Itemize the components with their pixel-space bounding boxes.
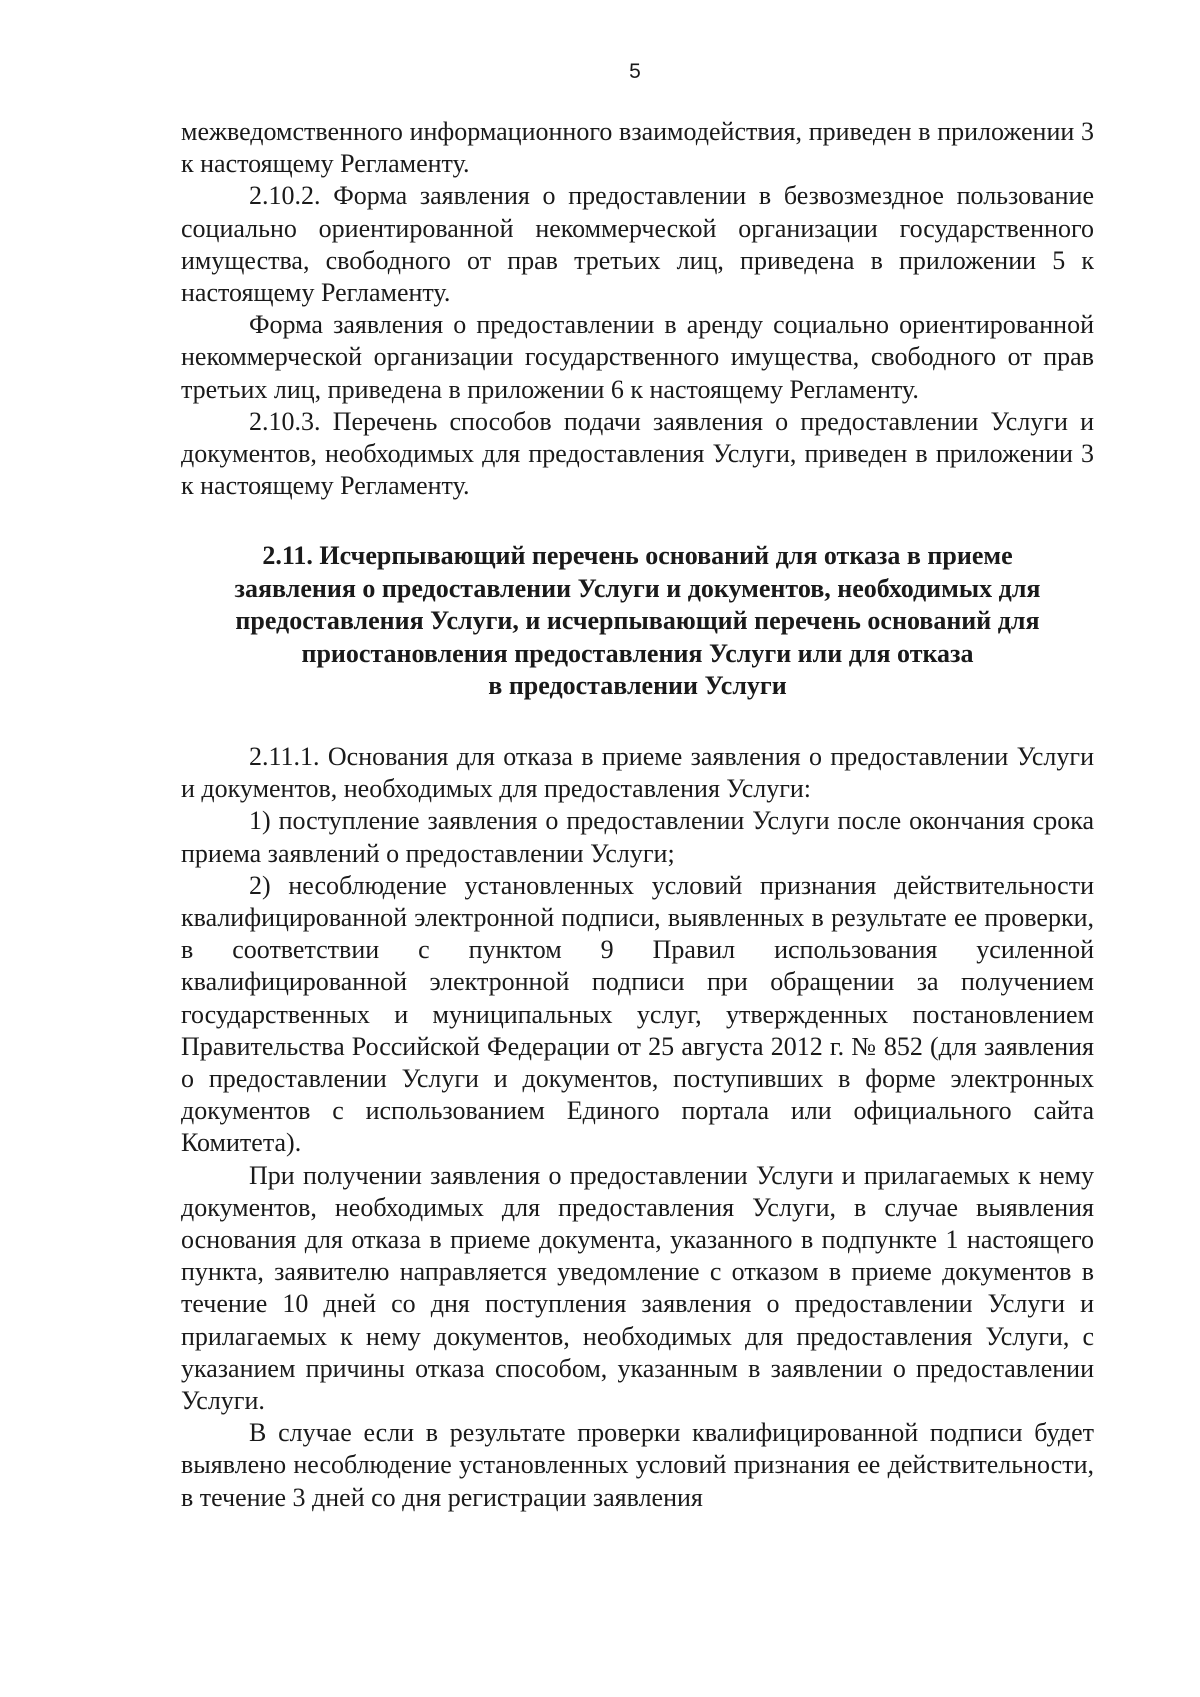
list-item: 2) несоблюдение установленных условий признания действительности квалифицированной электронной подписи, выявленных в результате ее проверки, в соответствии с пунктом 9 Правил использования усиленной квалифицированной электронной подписи при обращении за получением государственных и муниципальных услуг, утвержденных постановлением Правительства Российской Федерации от 25 августа 2012 г. № 852 (для заявления о предоставлении Услуги и документов, поступивших в форме электронных документов с использованием Единого портала или официального сайта Комитета).: [181, 870, 1094, 1158]
paragraph: При получении заявления о предоставлении Услуги и прилагаемых к нему документов, необходимых для предоставления Услуги, в случае выявления основания для отказа в приеме документа, указанного в подпункте 1 настоящего пункта, заявителю направляется уведомление с отказом в приеме документов в течение 10 дней со дня поступления заявления о предоставлении Услуги и прилагаемых к нему документов, необходимых для предоставления Услуги, с указанием причины отказа способом, указанным в заявлении о предоставлении Услуги.: [181, 1160, 1094, 1415]
section-heading-line: заявления о предоставлении Услуги и документов, необходимых для: [234, 573, 1041, 603]
paragraph: 2.10.2. Форма заявления о предоставлении в безвозмездное пользование социально ориентированной некоммерческой организации государственного имущества, свободного от прав третьих лиц, приведена в приложении 5 к настоящему Регламенту.: [181, 181, 1094, 308]
paragraph: 2.11.1. Основания для отказа в приеме заявления о предоставлении Услуги и документов, необходимых для предоставления Услуги:: [181, 741, 1094, 804]
list-item: 1) поступление заявления о предоставлении Услуги после окончания срока приема заявлений о предоставлении Услуги;: [181, 806, 1094, 868]
page-number: 5: [629, 60, 641, 83]
paragraph: Форма заявления о предоставлении в аренду социально ориентированной некоммерческой организации государственного имущества, свободного от прав третьих лиц, приведена в приложении 6 к настоящему Регламенту.: [181, 310, 1094, 404]
section-heading-line: предоставления Услуги, и исчерпывающий перечень оснований для: [235, 606, 1040, 636]
paragraph: межведомственного информационного взаимодействия, приведен в приложении 3 к настоящему Регламенту.: [181, 117, 1094, 179]
document-body: [181, 116, 1094, 1514]
section-heading-line: в предоставлении Услуги: [488, 671, 787, 701]
section-heading: [181, 540, 1094, 703]
section-heading-line: приостановления предоставления Услуги или для отказа: [301, 638, 974, 668]
paragraph: В случае если в результате проверки квалифицированной подписи будет выявлено несоблюдение установленных условий признания ее действительности, в течение 3 дней со дня регистрации заявления: [181, 1418, 1094, 1512]
section-heading-line: 2.11. Исчерпывающий перечень оснований для отказа в приеме: [262, 541, 1013, 571]
paragraph: 2.10.3. Перечень способов подачи заявления о предоставлении Услуги и документов, необходимых для предоставления Услуги, приведен в приложении 3 к настоящему Регламенту.: [181, 406, 1094, 501]
